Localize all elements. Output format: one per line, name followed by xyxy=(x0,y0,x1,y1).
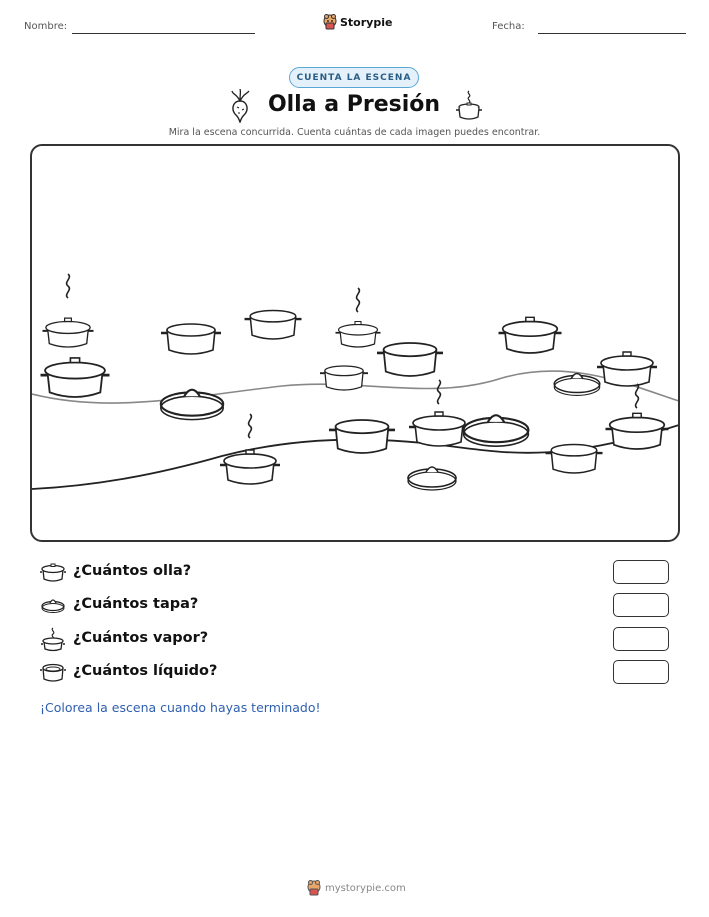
beet-icon xyxy=(228,89,252,123)
instructions: Mira la escena concurrida. Cuenta cuántas de cada imagen puedes encontrar. xyxy=(168,127,541,138)
question-row xyxy=(40,560,670,586)
footer-site xyxy=(307,880,406,896)
name-label: Nombre: xyxy=(24,21,68,32)
question-text: ¿Cuántos líquido? xyxy=(73,663,218,679)
mascot-icon xyxy=(307,880,321,896)
date-label: Fecha: xyxy=(492,21,525,32)
pot-icon xyxy=(40,560,66,584)
site-url[interactable]: mystorypie.com xyxy=(325,882,406,894)
brand-name: Storypie xyxy=(340,15,393,29)
activity-badge: CUENTA LA ESCENA xyxy=(289,67,419,88)
liquid-pot-icon xyxy=(40,660,66,684)
steam-pot-icon xyxy=(40,627,66,653)
question-text: ¿Cuántos olla? xyxy=(73,563,192,579)
name-field[interactable] xyxy=(72,33,255,34)
answer-box[interactable] xyxy=(613,560,669,584)
page-title: Olla a Presión xyxy=(267,92,441,117)
color-note: ¡Colorea la escena cuando hayas terminado! xyxy=(40,700,321,715)
steaming-pot-icon xyxy=(455,90,483,122)
answer-box[interactable] xyxy=(613,660,669,684)
scene-illustration xyxy=(32,146,680,542)
answer-box[interactable] xyxy=(613,627,669,651)
question-row xyxy=(40,627,670,653)
question-text: ¿Cuántos vapor? xyxy=(73,630,209,646)
date-field[interactable] xyxy=(538,33,686,34)
question-row xyxy=(40,593,670,619)
answer-box[interactable] xyxy=(613,593,669,617)
question-row xyxy=(40,660,670,686)
lid-icon xyxy=(40,593,66,617)
scene-panel xyxy=(30,144,680,542)
brand-logo xyxy=(323,14,392,30)
question-text: ¿Cuántos tapa? xyxy=(73,596,199,612)
mascot-icon xyxy=(323,14,337,30)
